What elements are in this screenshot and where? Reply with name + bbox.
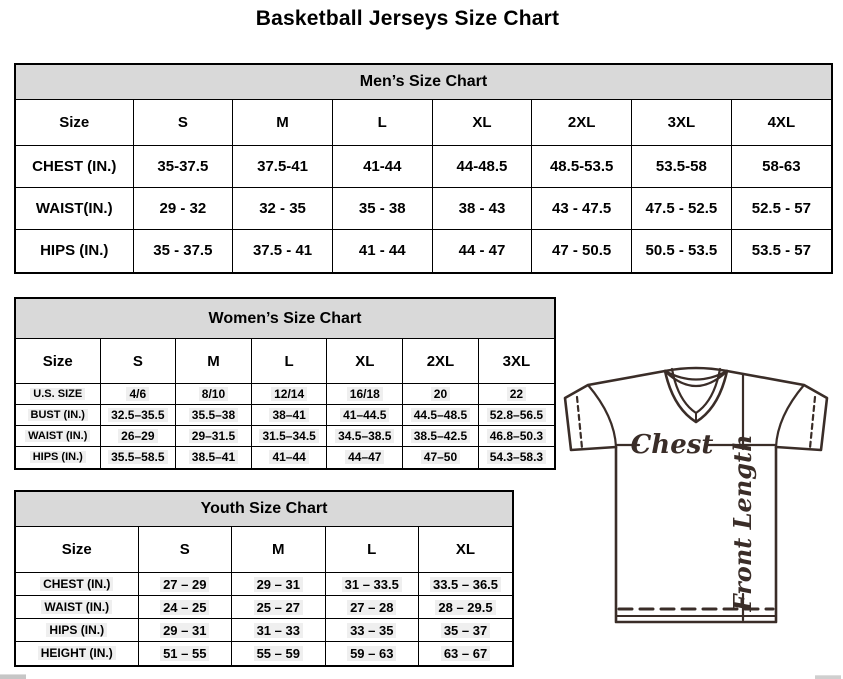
table-row	[16, 384, 554, 405]
jersey-collar-top	[665, 368, 727, 371]
jersey-right-cuff-dashes	[810, 397, 815, 448]
table-row	[16, 619, 512, 642]
size-value-cell: 47.5 - 52.5	[632, 188, 732, 230]
size-value-cell: 33 – 35	[325, 619, 419, 642]
table-row	[16, 146, 831, 188]
size-value-cell: 31 – 33.5	[325, 573, 419, 596]
column-header: Size	[16, 100, 133, 146]
mens-size-chart	[14, 63, 833, 274]
size-value-cell: 26–29	[100, 426, 176, 447]
header-row	[16, 339, 554, 384]
size-value-cell: 33.5 – 36.5	[419, 573, 513, 596]
size-value-cell: 35 – 37	[419, 619, 513, 642]
womens-chart-title: Women’s Size Chart	[16, 299, 554, 339]
size-value-cell: 53.5-58	[632, 146, 732, 188]
size-value-cell: 22	[478, 384, 554, 405]
column-header: 2XL	[403, 339, 479, 384]
row-label: WAIST (IN.)	[16, 596, 138, 619]
column-header: 2XL	[532, 100, 632, 146]
column-header: M	[176, 339, 252, 384]
size-value-cell: 37.5-41	[233, 146, 333, 188]
column-header: S	[100, 339, 176, 384]
column-header: S	[138, 527, 232, 573]
table-row	[16, 405, 554, 426]
size-value-cell: 35 - 38	[332, 188, 432, 230]
size-value-cell: 48.5-53.5	[532, 146, 632, 188]
horizontal-scrollbar-fragment-left[interactable]	[0, 674, 26, 679]
size-value-cell: 28 – 29.5	[419, 596, 513, 619]
column-header: L	[325, 527, 419, 573]
size-value-cell: 29–31.5	[176, 426, 252, 447]
size-value-cell: 35.5–58.5	[100, 447, 176, 468]
row-label: U.S. SIZE	[16, 384, 100, 405]
row-label: CHEST (IN.)	[16, 573, 138, 596]
size-value-cell: 44–47	[327, 447, 403, 468]
size-value-cell: 32.5–35.5	[100, 405, 176, 426]
table-row	[16, 426, 554, 447]
size-value-cell: 4/6	[100, 384, 176, 405]
table-row	[16, 596, 512, 619]
size-value-cell: 8/10	[176, 384, 252, 405]
size-value-cell: 38.5–42.5	[403, 426, 479, 447]
size-value-cell: 20	[403, 384, 479, 405]
size-value-cell: 47–50	[403, 447, 479, 468]
youth-size-table	[16, 527, 512, 665]
table-row	[16, 188, 831, 230]
size-value-cell: 29 – 31	[138, 619, 232, 642]
size-value-cell: 16/18	[327, 384, 403, 405]
size-value-cell: 35 - 37.5	[133, 230, 233, 272]
size-value-cell: 27 – 29	[138, 573, 232, 596]
column-header: L	[332, 100, 432, 146]
size-value-cell: 51 – 55	[138, 642, 232, 665]
column-header: M	[232, 527, 326, 573]
size-value-cell: 35-37.5	[133, 146, 233, 188]
table-row	[16, 230, 831, 272]
column-header: S	[133, 100, 233, 146]
jersey-left-cuff-dashes	[577, 397, 582, 448]
column-header: L	[251, 339, 327, 384]
womens-size-table	[16, 339, 554, 468]
size-value-cell: 29 - 32	[133, 188, 233, 230]
row-label: CHEST (IN.)	[16, 146, 133, 188]
column-header: M	[233, 100, 333, 146]
column-header: 4XL	[731, 100, 831, 146]
row-label: HEIGHT (IN.)	[16, 642, 138, 665]
table-row	[16, 642, 512, 665]
size-value-cell: 47 - 50.5	[532, 230, 632, 272]
size-value-cell: 44 - 47	[432, 230, 532, 272]
size-value-cell: 32 - 35	[233, 188, 333, 230]
size-value-cell: 27 – 28	[325, 596, 419, 619]
chest-label: Chest	[630, 430, 714, 460]
jersey-measurement-diagram	[560, 358, 840, 628]
size-value-cell: 41–44	[251, 447, 327, 468]
size-value-cell: 52.5 - 57	[731, 188, 831, 230]
size-value-cell: 41 - 44	[332, 230, 432, 272]
size-value-cell: 35.5–38	[176, 405, 252, 426]
size-value-cell: 24 – 25	[138, 596, 232, 619]
size-value-cell: 38.5–41	[176, 447, 252, 468]
size-value-cell: 53.5 - 57	[731, 230, 831, 272]
mens-chart-title: Men’s Size Chart	[16, 65, 831, 100]
size-value-cell: 55 – 59	[232, 642, 326, 665]
column-header: 3XL	[632, 100, 732, 146]
size-value-cell: 38–41	[251, 405, 327, 426]
size-value-cell: 54.3–58.3	[478, 447, 554, 468]
mens-size-table	[16, 100, 831, 272]
jersey-left-armhole-seam	[588, 385, 616, 447]
size-value-cell: 41–44.5	[327, 405, 403, 426]
row-label: BUST (IN.)	[16, 405, 100, 426]
size-value-cell: 25 – 27	[232, 596, 326, 619]
size-value-cell: 59 – 63	[325, 642, 419, 665]
column-header: XL	[327, 339, 403, 384]
size-value-cell: 12/14	[251, 384, 327, 405]
size-value-cell: 34.5–38.5	[327, 426, 403, 447]
youth-size-chart	[14, 490, 514, 667]
size-value-cell: 31 – 33	[232, 619, 326, 642]
size-value-cell: 31.5–34.5	[251, 426, 327, 447]
header-row	[16, 527, 512, 573]
header-row	[16, 100, 831, 146]
youth-chart-title: Youth Size Chart	[16, 492, 512, 527]
horizontal-scrollbar-fragment-right[interactable]	[815, 675, 841, 679]
womens-size-chart	[14, 297, 556, 470]
size-value-cell: 46.8–50.3	[478, 426, 554, 447]
column-header: XL	[419, 527, 513, 573]
size-value-cell: 29 – 31	[232, 573, 326, 596]
row-label: WAIST(IN.)	[16, 188, 133, 230]
row-label: HIPS (IN.)	[16, 447, 100, 468]
size-value-cell: 38 - 43	[432, 188, 532, 230]
size-value-cell: 43 - 47.5	[532, 188, 632, 230]
table-row	[16, 447, 554, 468]
column-header: Size	[16, 339, 100, 384]
row-label: WAIST (IN.)	[16, 426, 100, 447]
size-value-cell: 63 – 67	[419, 642, 513, 665]
size-value-cell: 50.5 - 53.5	[632, 230, 732, 272]
size-value-cell: 58-63	[731, 146, 831, 188]
size-value-cell: 44-48.5	[432, 146, 532, 188]
size-value-cell: 52.8–56.5	[478, 405, 554, 426]
table-row	[16, 573, 512, 596]
row-label: HIPS (IN.)	[16, 619, 138, 642]
size-value-cell: 37.5 - 41	[233, 230, 333, 272]
jersey-right-armhole-seam	[776, 385, 804, 447]
row-label: HIPS (IN.)	[16, 230, 133, 272]
page-title: Basketball Jerseys Size Chart	[255, 7, 560, 30]
size-value-cell: 44.5–48.5	[403, 405, 479, 426]
column-header: 3XL	[478, 339, 554, 384]
column-header: Size	[16, 527, 138, 573]
size-value-cell: 41-44	[332, 146, 432, 188]
column-header: XL	[432, 100, 532, 146]
front-length-label: Front Length	[728, 434, 757, 612]
